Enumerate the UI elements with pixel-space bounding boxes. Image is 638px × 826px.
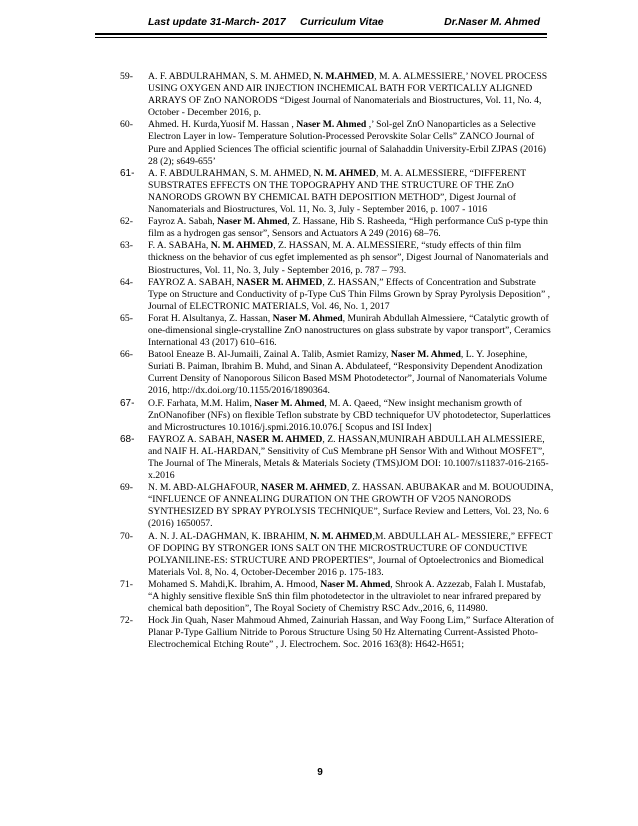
page-number: 9 <box>317 767 323 778</box>
reference-item <box>120 398 554 434</box>
reference-text: ,M. ABDULLAH AL- MESSIERE,” EFFECT OF DOPING BY STRONGER IONS SALT ON THE MICROSTRUCTURE OF CONDUCTIVE POLYANILINE-ES: STRUCTURE AND PROPERTIES”, Journal of Optoelectronics and Biomedical Materials Vol. 8, No. 4, October-December 2016 p. 175-183. <box>148 530 553 578</box>
reference-item <box>120 579 554 615</box>
document-title: Curriculum Vitae <box>300 16 384 28</box>
reference-item <box>120 349 554 397</box>
reference-text: FAYROZ A. SABAH, <box>148 433 237 445</box>
reference-highlighted-author: Naser M. Ahmed <box>217 216 288 228</box>
reference-highlighted-author: NASER M. AHMED <box>261 482 347 494</box>
reference-text: A. F. ABDULRAHMAN, S. M. AHMED, <box>148 71 314 82</box>
reference-highlighted-author: N. M. AHMED <box>310 530 373 542</box>
reference-text: Hock Jin Quah, Naser Mahmoud Ahmed, Zainuriah Hassan, and Way Foong Lim,” Surface Alteration of Planar P-Type Gallium Nitride to Porous Structure Using 50 Hz Alternating Current-Assisted Photo-Electrochemical Etching Route” , J. Electrochem. Soc. 2016 163(8): H642-H651; <box>148 615 554 651</box>
reference-item <box>120 240 554 276</box>
reference-highlighted-author: Naser M. Ahmed <box>272 312 343 324</box>
reference-item <box>120 531 554 579</box>
reference-text: N. M. ABD-ALGHAFOUR, <box>148 482 262 494</box>
reference-text: , Z. HASSAN,” Effects of Concentration and Substrate Type on Structure and Conductivity of p-Type CuS Thin Films Grown by Spray Pyrolysis Deposition” , Journal of ELECTRONIC MATERIALS, Vol. 46, No. 1, 2017 <box>148 276 551 312</box>
reference-text: ,’ Sol-gel ZnO Nanoparticles as a Selective Electron Layer in low- Temperature Solution-Processed Perovskite Solar Cells” ZANCO Journal of Pure and Applied Sciences The official scientific journal of Salahaddin University-Erbil ZJPAS (2016) 28 (2); s649-655’ <box>148 119 547 167</box>
reference-text: , M. A. Qaeed, “New insight mechanism growth of ZnONanofiber (NFs) on flexible Teflon substrate by CBD techniquefor UV photodetector, Superlattices and Microstructures 10.1016/j.spmi.2016.10.076.[ Scopus and ISI Index] <box>148 397 551 433</box>
reference-number: 63- <box>120 240 133 252</box>
reference-number: 66- <box>120 349 133 361</box>
header-rule-thick <box>95 33 547 35</box>
reference-item <box>120 71 554 119</box>
reference-number: 72- <box>120 615 133 627</box>
reference-text: A. N. J. AL-DAGHMAN, K. IBRAHIM, <box>148 530 310 542</box>
reference-number: 61- <box>120 167 135 179</box>
reference-text: , M. A. ALMESSIERE,’ NOVEL PROCESS USING OXYGEN AND AIR INJECTION INCHEMICAL BATH FOR VERTICALLY ALIGNED ARRAYS OF ZnO NANORODS “Digest Journal of Nanomaterials and Biostructures, Vol. 11, No. 4, October - December 2016, p. <box>148 71 548 119</box>
header-rule-thin <box>95 37 547 38</box>
reference-text: , L. Y. Josephine, Suriati B. Paiman, Ibrahim B. Muhd, and Sinan A. Abdulateef, “Responsivity Dependent Anodization Current Density of Nanoporous Silicon Based MSM Photodetector”, Journal of Nanomaterials Volume 2016, http://dx.doi.org/10.1155/2016/1890364. <box>148 349 547 397</box>
reference-item <box>120 482 554 530</box>
reference-number: 65- <box>120 312 133 324</box>
reference-item <box>120 168 554 216</box>
reference-text: Batool Eneaze B. Al-Jumaili, Zainal A. Talib, Asmiet Ramizy, <box>148 349 391 361</box>
page-header <box>148 16 540 32</box>
reference-number: 70- <box>120 530 133 542</box>
reference-item <box>120 434 554 482</box>
reference-text: , Shrook A. Azzezab, Falah I. Mustafab, “A highly sensitive flexible SnS thin film photodetector in the ultraviolet to near infrared prepared by chemical bath deposition”, The Royal Society of Chemistry RSC Adv.,2016, 6, 114980. <box>148 578 546 615</box>
reference-number: 68- <box>120 433 135 445</box>
reference-number: 64- <box>120 276 133 288</box>
reference-text: , M. A. ALMESSIERE, “DIFFERENT SUBSTRATES EFFECTS ON THE TOPOGRAPHY AND THE STRUCTURE OF THE ZnO NANORODS GROWN BY CHEMICAL BATH DEPOSITION METHOD”, Digest Journal of Nanomaterials and Biostructures, Vol. 11, No. 3, July - September 2016, p. 1007 - 1016 <box>148 167 526 216</box>
reference-text: , Munirah Abdullah Almessiere, “Catalytic growth of one-dimensional single-crystalline ZnO nanostructures on glass substrate by vapor transport”, Ceramics International 43 (2017) 610–616. <box>148 312 551 349</box>
reference-highlighted-author: Naser M. Ahmed <box>296 119 367 131</box>
reference-text: Mohamed S. Mahdi,K. Ibrahim, A. Hmood, <box>148 578 321 590</box>
reference-text: Fayroz A. Sabah, <box>148 216 218 228</box>
reference-highlighted-author: Naser M. Ahmed <box>390 349 461 361</box>
reference-item <box>120 216 554 240</box>
reference-item <box>120 313 554 349</box>
reference-text: Ahmed. H. Kurda,Yuosif M. Hassan , <box>148 119 297 131</box>
reference-text: , Z. Hassane, Hib S. Rasheeda, “High performance CuS p-type thin film as a hydrogen gas sensor”, Sensors and Actuators A 249 (2016) 68–76. <box>148 216 548 240</box>
reference-text: F. A. SABAHa, <box>148 240 211 252</box>
reference-item <box>120 615 554 651</box>
reference-highlighted-author: NASER M. AHMED <box>236 276 323 288</box>
reference-number: 62- <box>120 216 133 228</box>
reference-number: 69- <box>120 482 133 494</box>
author-name: Dr.Naser M. Ahmed <box>444 16 540 28</box>
last-update-label: Last update 31-March- 2017 <box>148 16 286 28</box>
reference-highlighted-author: N. M.AHMED <box>313 71 375 82</box>
reference-number: 71- <box>120 578 133 590</box>
reference-highlighted-author: N. M. AHMED <box>210 240 274 252</box>
reference-highlighted-author: Naser M. Ahmed <box>254 397 325 409</box>
reference-number: 60- <box>120 119 133 131</box>
reference-text: , Z. HASSAN,MUNIRAH ABDULLAH ALMESSIERE, and NAIF H. AL-HARDAN,” Sensitivity of CuS Membrane pH Sensor With and Without MOSFET”, The Journal of The Minerals, Metals & Materials Society (TMS)JOM DOI: 10.1007/s11837-016-2165-x.2016 <box>148 433 549 482</box>
reference-text: , Z. HASSAN. ABUBAKAR and M. BOUOUDINA, “INFLUENCE OF ANNEALING DURATION ON THE GROWTH OF V2O5 NANORODS SYNTHESIZED BY SPRAY PYROLYSIS TECHNIQUE”, Surface Review and Letters, Vol. 23, No. 6 (2016) 1650057. <box>148 482 554 530</box>
reference-text: A. F. ABDULRAHMAN, S. M. AHMED, <box>148 167 314 179</box>
reference-text: , Z. HASSAN, M. A. ALMESSIERE, “study effects of thin film thickness on the behavior of cus egfet implemented as ph sensor”, Digest Journal of Nanomaterials and Biostructures, Vol. 11, No. 3, July - September 2016, p. 787 – 793. <box>148 240 549 276</box>
reference-number: 67- <box>120 397 135 409</box>
reference-item <box>120 277 554 313</box>
reference-highlighted-author: NASER M. AHMED <box>236 433 323 445</box>
reference-highlighted-author: N. M. AHMED <box>313 167 376 179</box>
reference-item <box>120 119 554 167</box>
reference-text: FAYROZ A. SABAH, <box>148 276 237 288</box>
reference-number: 59- <box>120 71 133 82</box>
reference-text: O.F. Farhata, M.M. Halim, <box>148 397 255 409</box>
reference-highlighted-author: Naser M. Ahmed <box>320 578 391 590</box>
reference-list <box>120 71 554 652</box>
reference-text: Forat H. Alsultanya, Z. Hassan, <box>148 312 273 324</box>
